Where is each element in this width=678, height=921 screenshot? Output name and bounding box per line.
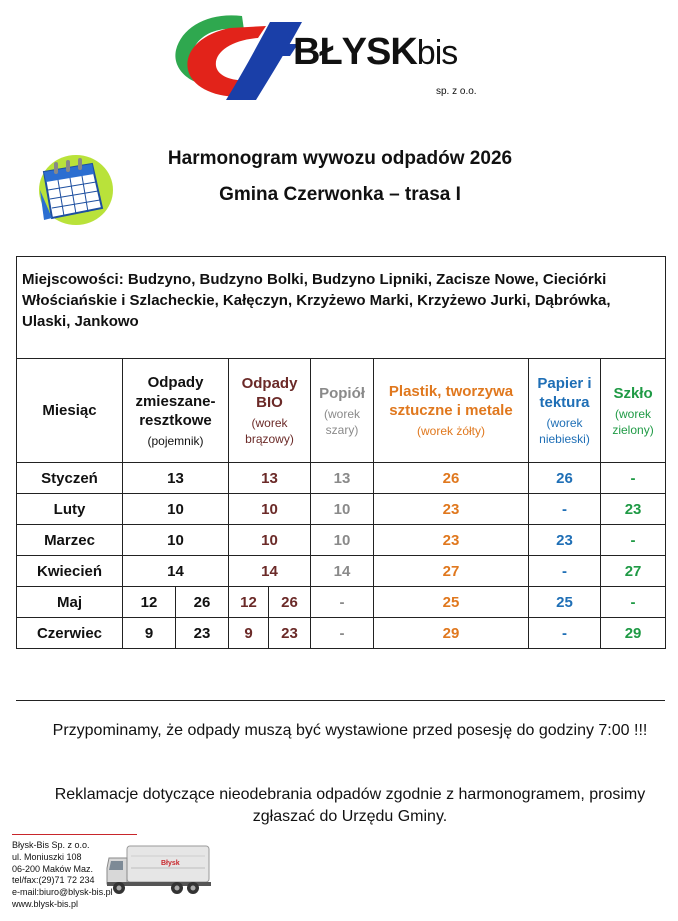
mixed-cell-second: 23 [176, 618, 229, 649]
header-bio-waste: Odpady BIO (worek brązowy) [229, 359, 311, 463]
divider [16, 700, 665, 701]
reminder-note: Przypominamy, że odpady muszą być wystawione przed posesję do godziny 7:00 !!! [52, 722, 648, 739]
paper-cell: - [529, 618, 601, 649]
month-cell: Kwiecień [17, 556, 123, 587]
logo-wordmark: BŁYSKbis [293, 31, 458, 73]
plastic-cell: 23 [374, 525, 529, 556]
mixed-cell: 10 [123, 525, 229, 556]
plastic-cell: 27 [374, 556, 529, 587]
paper-cell: 23 [529, 525, 601, 556]
calendar-icon [30, 150, 115, 230]
glass-cell: - [601, 587, 666, 618]
company-logo [170, 8, 500, 113]
page-subtitle: Gmina Czerwonka – trasa I [219, 184, 461, 205]
header-ash: Popiół (worek szary) [311, 359, 374, 463]
bio-cell: 10 [229, 525, 311, 556]
ash-cell: 10 [311, 525, 374, 556]
ash-cell: 13 [311, 463, 374, 494]
company-contact [12, 840, 113, 911]
plastic-cell: 25 [374, 587, 529, 618]
header-mixed-waste: Odpady zmieszane-resztkowe (pojemnik) [123, 359, 229, 463]
footer-divider [12, 834, 137, 835]
table-row [17, 494, 666, 525]
company-website[interactable]: www.blysk-bis.pl [12, 898, 79, 909]
table-row [17, 618, 666, 649]
ash-cell: - [311, 587, 374, 618]
localities-cell: Miejscowości: Budzyno, Budzyno Bolki, Budzyno Lipniki, Zacisze Nowe, Cieciórki Włościańskie i Szlacheckie, Kałęczyn, Krzyżewo Marki, Krzyżewo Jurki, Dąbrówka, Ulaski, Jankowo [17, 257, 666, 359]
mixed-cell-second: 26 [176, 587, 229, 618]
mixed-cell-first: 9 [123, 618, 176, 649]
glass-cell: 23 [601, 494, 666, 525]
month-cell: Czerwiec [17, 618, 123, 649]
truck-label: Błysk [161, 860, 180, 867]
paper-cell: - [529, 556, 601, 587]
company-phone: tel/fax:(29)71 72 234 [12, 875, 95, 886]
bio-cell-second: 26 [269, 587, 311, 618]
paper-cell: 25 [529, 587, 601, 618]
ash-cell: - [311, 618, 374, 649]
company-name: Błysk-Bis Sp. z o.o. [12, 840, 90, 850]
glass-cell: 29 [601, 618, 666, 649]
header-paper: Papier i tektura (worek niebieski) [529, 359, 601, 463]
mixed-cell: 10 [123, 494, 229, 525]
page-title: Harmonogram wywozu odpadów 2026 [167, 148, 513, 169]
header-plastic: Plastik, tworzywa sztuczne i metale (worek żółty) [374, 359, 529, 463]
complaints-note: Reklamacje dotyczące nieodebrania odpadów zgodnie z harmonogramem, prosimy zgłaszać do Urzędu Gminy. [54, 786, 646, 825]
month-cell: Luty [17, 494, 123, 525]
glass-cell: 27 [601, 556, 666, 587]
mixed-cell: 13 [123, 463, 229, 494]
table-row [17, 463, 666, 494]
bio-cell-first: 12 [229, 587, 269, 618]
bio-cell-first: 9 [229, 618, 269, 649]
month-cell: Styczeń [17, 463, 123, 494]
company-email[interactable]: e-mail:biuro@blysk-bis.pl [12, 887, 113, 898]
month-cell: Maj [17, 587, 123, 618]
company-city: 06-200 Maków Maz. [12, 863, 94, 874]
plastic-cell: 29 [374, 618, 529, 649]
table-row [17, 587, 666, 618]
plastic-cell: 26 [374, 463, 529, 494]
ash-cell: 14 [311, 556, 374, 587]
header-month: Miesiąc [17, 359, 123, 463]
logo-company-form: sp. z o.o. [436, 86, 477, 97]
paper-cell: - [529, 494, 601, 525]
glass-cell: - [601, 525, 666, 556]
month-cell: Marzec [17, 525, 123, 556]
mixed-cell-first: 12 [123, 587, 176, 618]
table-row [17, 556, 666, 587]
bio-cell-second: 23 [269, 618, 311, 649]
company-street: ul. Moniuszki 108 [12, 851, 82, 862]
plastic-cell: 23 [374, 494, 529, 525]
table-row [17, 525, 666, 556]
bio-cell: 10 [229, 494, 311, 525]
header-glass: Szkło (worek zielony) [601, 359, 666, 463]
ash-cell: 10 [311, 494, 374, 525]
bio-cell: 13 [229, 463, 311, 494]
garbage-truck-icon [105, 838, 215, 898]
mixed-cell: 14 [123, 556, 229, 587]
paper-cell: 26 [529, 463, 601, 494]
bio-cell: 14 [229, 556, 311, 587]
schedule-table [16, 256, 666, 649]
glass-cell: - [601, 463, 666, 494]
